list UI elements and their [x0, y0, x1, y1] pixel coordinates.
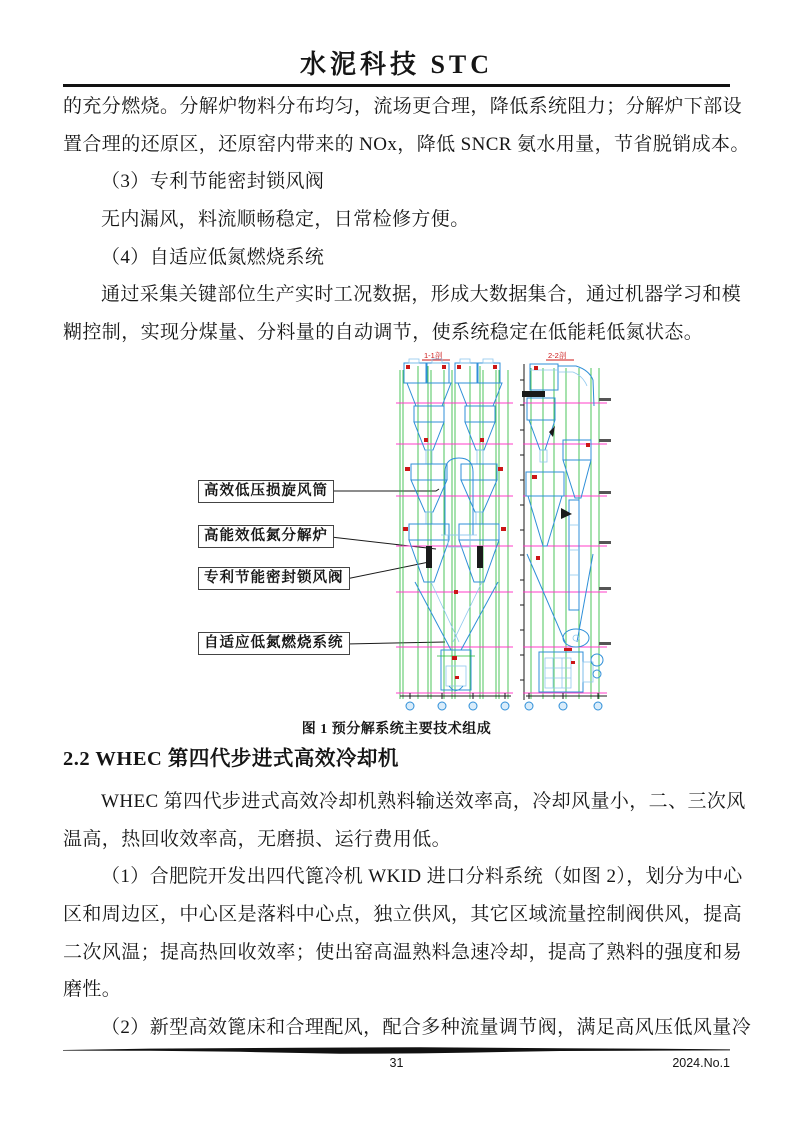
body-line: 二次风温；提高热回收效率；使出窑高温熟料急速冷却，提高了熟料的强度和易 — [63, 941, 743, 963]
body-line: （1）合肥院开发出四代篦冷机 WKID 进口分料系统（如图 2），划分为中心 — [101, 866, 743, 888]
journal-title: 水泥科技 STC — [299, 50, 494, 79]
paragraphs-section — [63, 783, 752, 1047]
cyclone-string-right — [455, 359, 502, 582]
kiln-inlet-ducts — [415, 582, 498, 691]
body-line: （2）新型高效篦床和合理配风，配合多种流量调节阀，满足高风压低风量冷 — [101, 1017, 752, 1039]
dimension-line-front — [400, 693, 511, 710]
body-line: （4）自适应低氮燃烧系统 — [101, 246, 325, 268]
side-view-title: 2-2剖 — [548, 351, 567, 360]
body-line: 置合理的还原区，还原窑内带来的 NOx，降低 SNCR 氨水用量，节省脱销成本。 — [63, 133, 750, 155]
body-line: 通过采集关键部位生产实时工况数据，形成大数据集合，通过机器学习和模 — [101, 284, 742, 306]
body-line: 的充分燃烧。分解炉物料分布均匀，流场更合理，降低系统阻力；分解炉下部设 — [63, 96, 743, 117]
figure-label-calciner: 高能效低氮分解炉 — [198, 525, 334, 548]
body-line: WHEC 第四代步进式高效冷却机熟料输送效率高，冷却风量小，二、三次风 — [101, 791, 746, 812]
figure-label-cyclone: 高效低压损旋风筒 — [198, 480, 334, 503]
dimension-line-side — [525, 693, 607, 710]
figure-1-precalciner-diagram — [193, 350, 630, 716]
body-line: 磨性。 — [63, 979, 122, 1001]
body-line: 区和周边区，中心区是落料中心点，独立供风，其它区域流量控制阀供风，提高 — [63, 904, 743, 926]
section-heading: 2.2 WHEC 第四代步进式高效冷却机 — [63, 748, 399, 770]
paragraphs-top — [63, 88, 750, 352]
page-number: 31 — [389, 1056, 404, 1070]
side-view-drawing — [520, 350, 611, 710]
body-line: 无内漏风，料流顺畅稳定，日常检修方便。 — [101, 209, 470, 231]
body-line: 温高，热回收效率高，无磨损、运行费用低。 — [63, 828, 452, 850]
elevation-scale — [520, 364, 524, 700]
figure-label-combustion: 自适应低氮燃烧系统 — [198, 632, 350, 655]
green-grid-front — [400, 366, 508, 699]
elevation-labels — [599, 398, 611, 645]
issue-number: 2024.No.1 — [672, 1056, 730, 1070]
header-rule — [63, 84, 730, 87]
body-line: （3）专利节能密封锁风阀 — [101, 171, 325, 193]
front-view-title: 1-1剖 — [424, 351, 443, 360]
body-line: 糊控制，实现分煤量、分料量的自动调节，使系统稳定在低能耗低氮状态。 — [63, 322, 704, 344]
figure-caption: 图 1 预分解系统主要技术组成 — [301, 722, 492, 737]
grate-hatch — [545, 658, 571, 688]
front-view-drawing — [396, 350, 513, 710]
figure-label-lock-valve: 专利节能密封锁风阀 — [198, 567, 350, 590]
